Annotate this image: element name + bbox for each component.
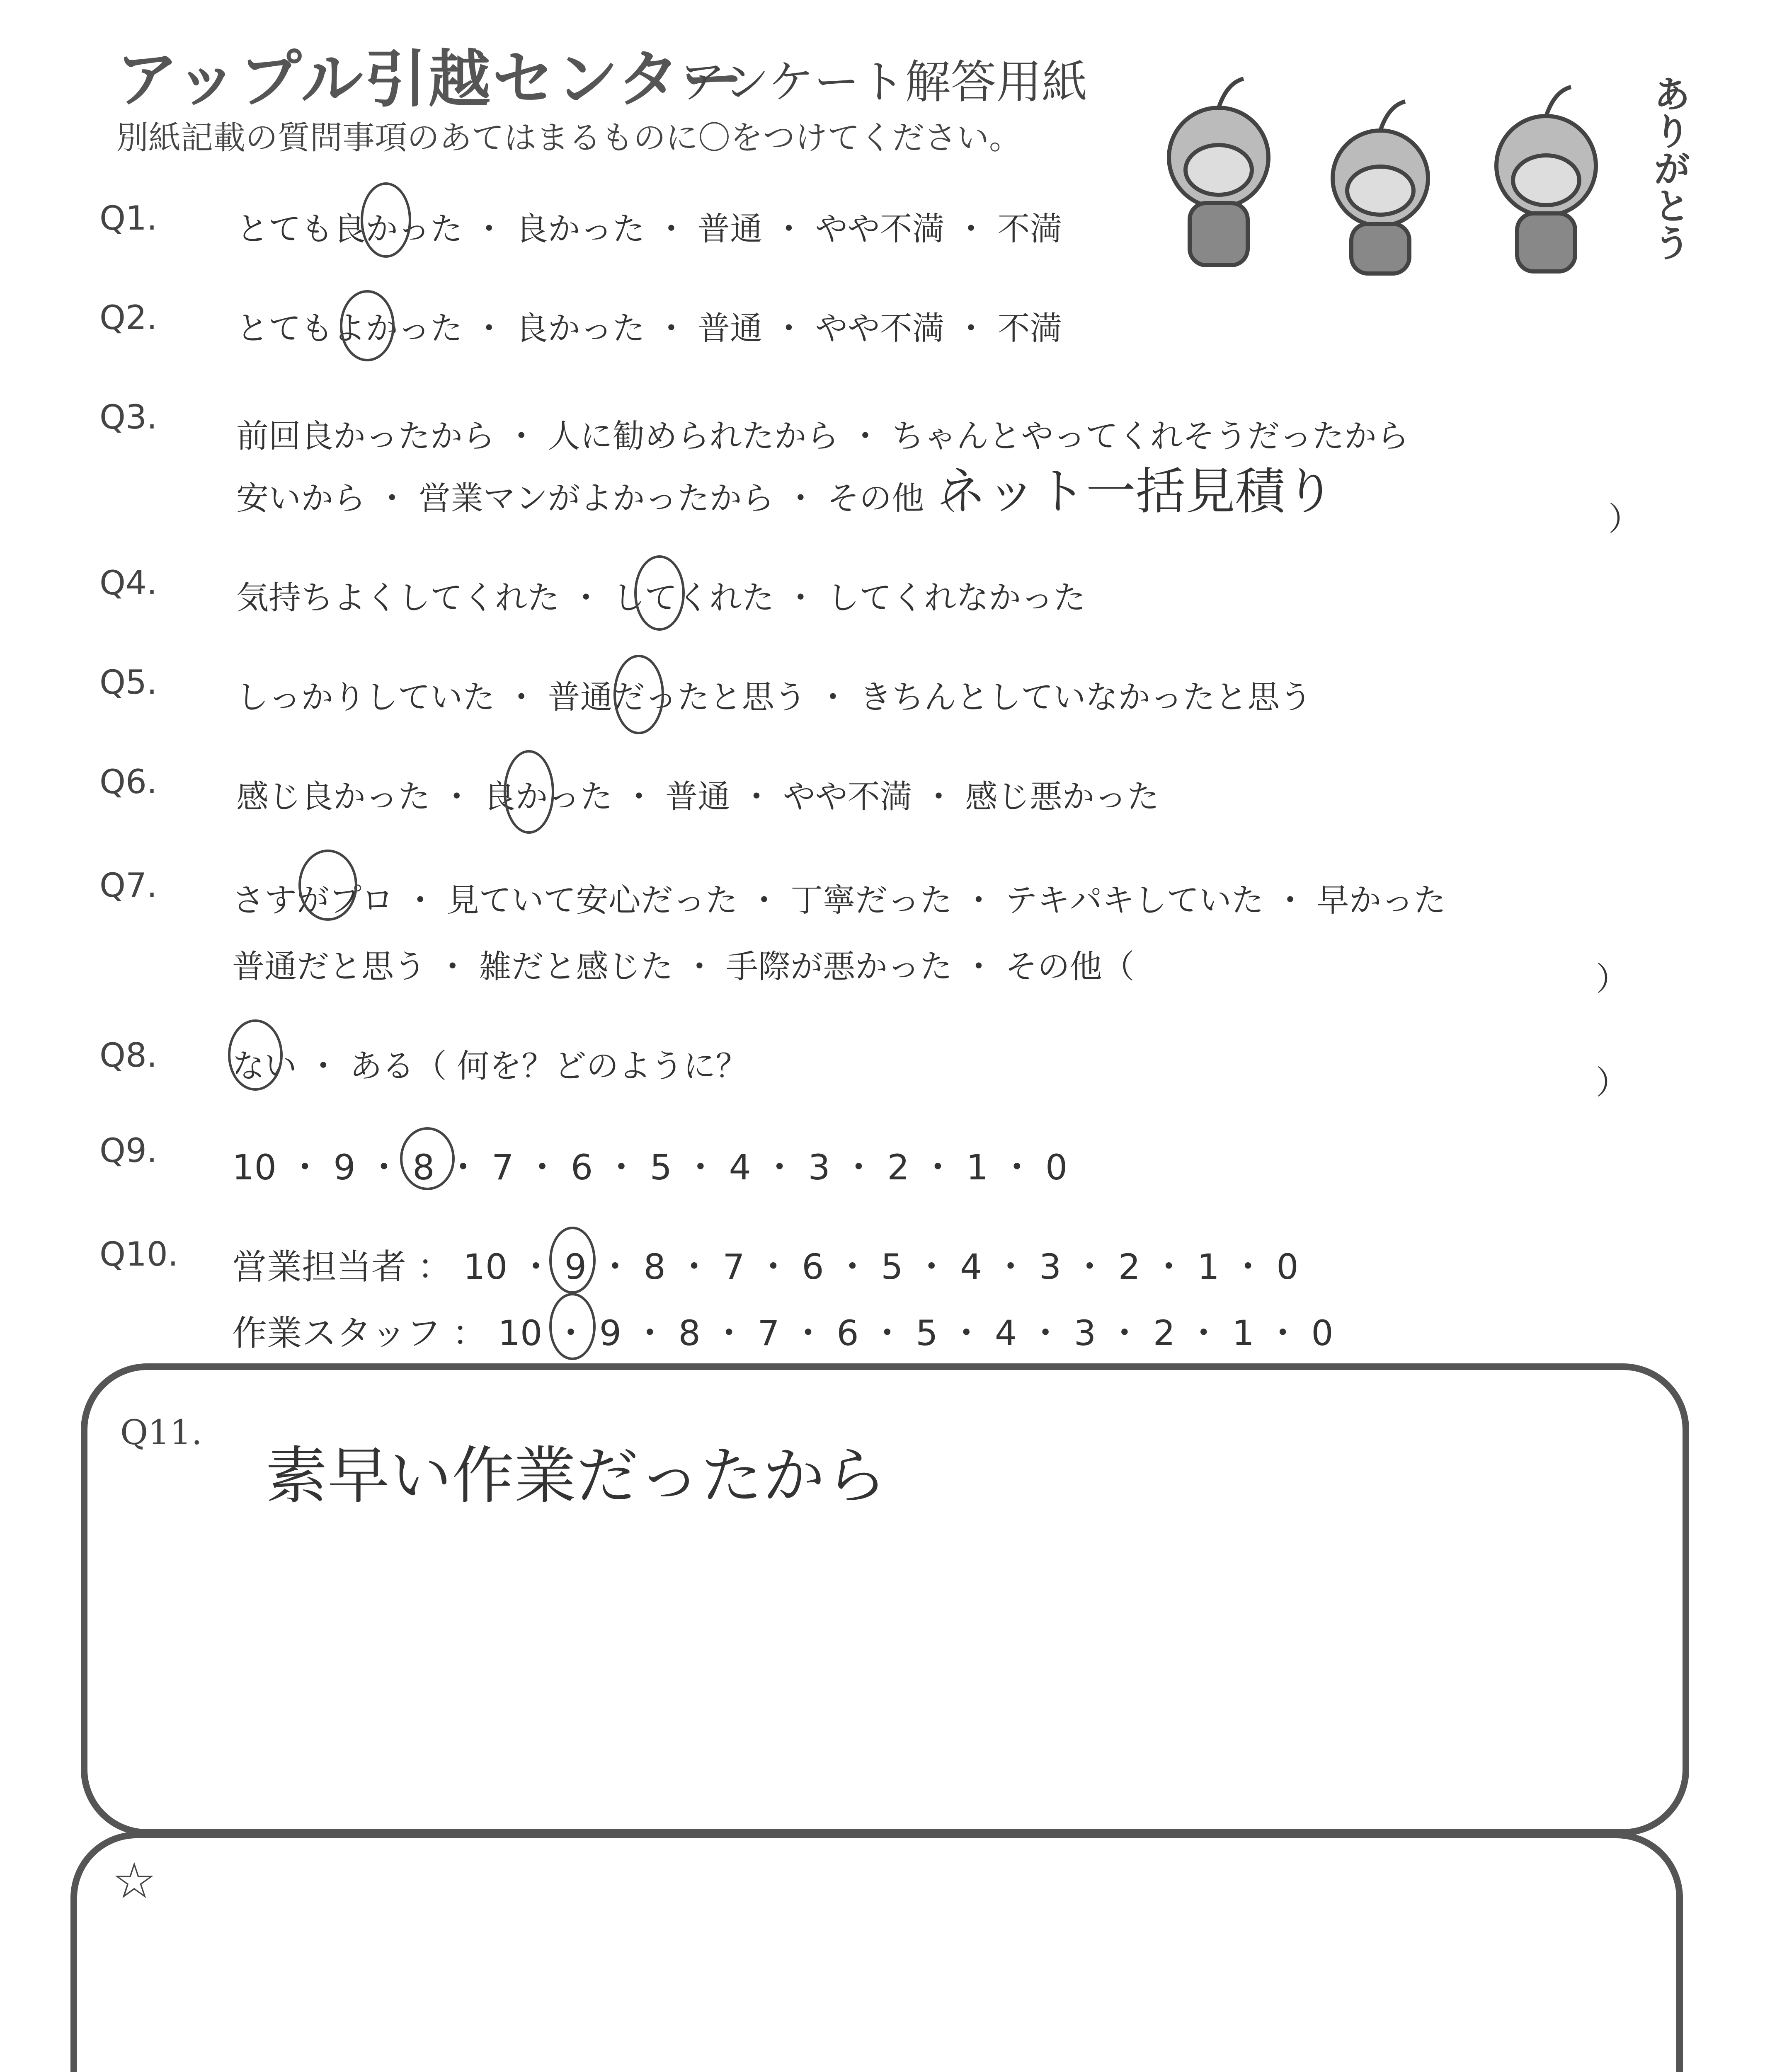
q9-scale: 10 ・ 9 ・ 8 ・ 7 ・ 6 ・ 5 ・ 4 ・ 3 ・ 2 ・ 1 ・ 0 xyxy=(232,1147,1068,1188)
answer-circle xyxy=(634,555,685,631)
q3-close-paren: ） xyxy=(1608,501,1641,538)
form-subtitle: アンケート解答用紙 xyxy=(680,56,1088,109)
answer-circle xyxy=(504,750,554,834)
thanks-text: ありがとう xyxy=(1647,75,1690,261)
q7-close-paren: ） xyxy=(1596,961,1629,998)
comment-box xyxy=(70,1832,1683,2072)
q3-options-line2: 安いから ・ 営業マンがよかったから ・ その他（ xyxy=(236,480,957,517)
q8-close-paren: ） xyxy=(1596,1064,1629,1101)
q6-label: Q6. xyxy=(99,762,158,801)
answer-circle xyxy=(613,655,664,734)
q8-label: Q8. xyxy=(99,1036,158,1075)
q1-label: Q1. xyxy=(99,199,158,237)
q4-label: Q4. xyxy=(99,564,158,602)
answer-circle xyxy=(549,1227,596,1294)
q2-label: Q2. xyxy=(99,298,158,337)
answer-circle xyxy=(228,1019,283,1091)
answer-circle xyxy=(298,850,357,921)
q4-options: 気持ちよくしてくれた ・ してくれた ・ してくれなかった xyxy=(236,579,1086,617)
q6-options: 感じ良かった ・ 良かった ・ 普通 ・ やや不満 ・ 感じ悪かった xyxy=(236,778,1159,816)
q2-options: とてもよかった ・ 良かった ・ 普通 ・ やや不満 ・ 不満 xyxy=(236,310,1062,347)
answer-circle xyxy=(361,182,411,258)
star-icon: ☆ xyxy=(112,1852,157,1910)
answer-circle xyxy=(340,290,395,361)
q9-label: Q9. xyxy=(99,1131,158,1170)
q3-label: Q3. xyxy=(99,398,158,436)
q10-sales-scale: 営業担当者 ： 10 ・ 9 ・ 8 ・ 7 ・ 6 ・ 5 ・ 4 ・ 3 ・ 2 ・ 1 ・ 0 xyxy=(232,1247,1299,1287)
q3-options-line1: 前回良かったから ・ 人に勧められたから ・ ちゃんとやってくれそうだったから xyxy=(236,418,1409,455)
q7-label: Q7. xyxy=(99,866,158,905)
q11-label: Q11. xyxy=(120,1413,202,1452)
q11-handwritten-answer: 素早い作業だったから xyxy=(265,1440,887,1512)
q7-options-line1: さすがプロ ・ 見ていて安心だった ・ 丁寧だった ・ テキパキしていた ・ 早かった xyxy=(232,882,1446,919)
q10-label: Q10. xyxy=(99,1235,179,1273)
q3-handwritten-other: ネット一括見積り xyxy=(937,463,1335,520)
instruction-text: 別紙記載の質問事項のあてはまるものに〇をつけてください。 xyxy=(116,119,1022,157)
answer-circle xyxy=(549,1293,596,1360)
q1-options: とても良かった ・ 良かった ・ 普通 ・ やや不満 ・ 不満 xyxy=(236,211,1062,248)
q7-options-line2: 普通だと思う ・ 雑だと感じた ・ 手際が悪かった ・ その他（ xyxy=(232,948,1135,985)
q5-options: しっかりしていた ・ 普通だったと思う ・ きちんとしていなかったと思う xyxy=(236,679,1312,716)
monkey-mascots-illustration xyxy=(1148,62,1687,279)
q10-staff-scale: 作業スタッフ ： 10 ・ 9 ・ 8 ・ 7 ・ 6 ・ 5 ・ 4 ・ 3 ・ 2 ・ 1 ・ 0 xyxy=(232,1313,1333,1353)
answer-circle xyxy=(400,1127,455,1190)
form-title: アップル引越センター xyxy=(116,44,745,116)
q8-options: ない ・ ある（ 何を？どのように？ xyxy=(232,1048,748,1085)
q5-label: Q5. xyxy=(99,663,158,702)
